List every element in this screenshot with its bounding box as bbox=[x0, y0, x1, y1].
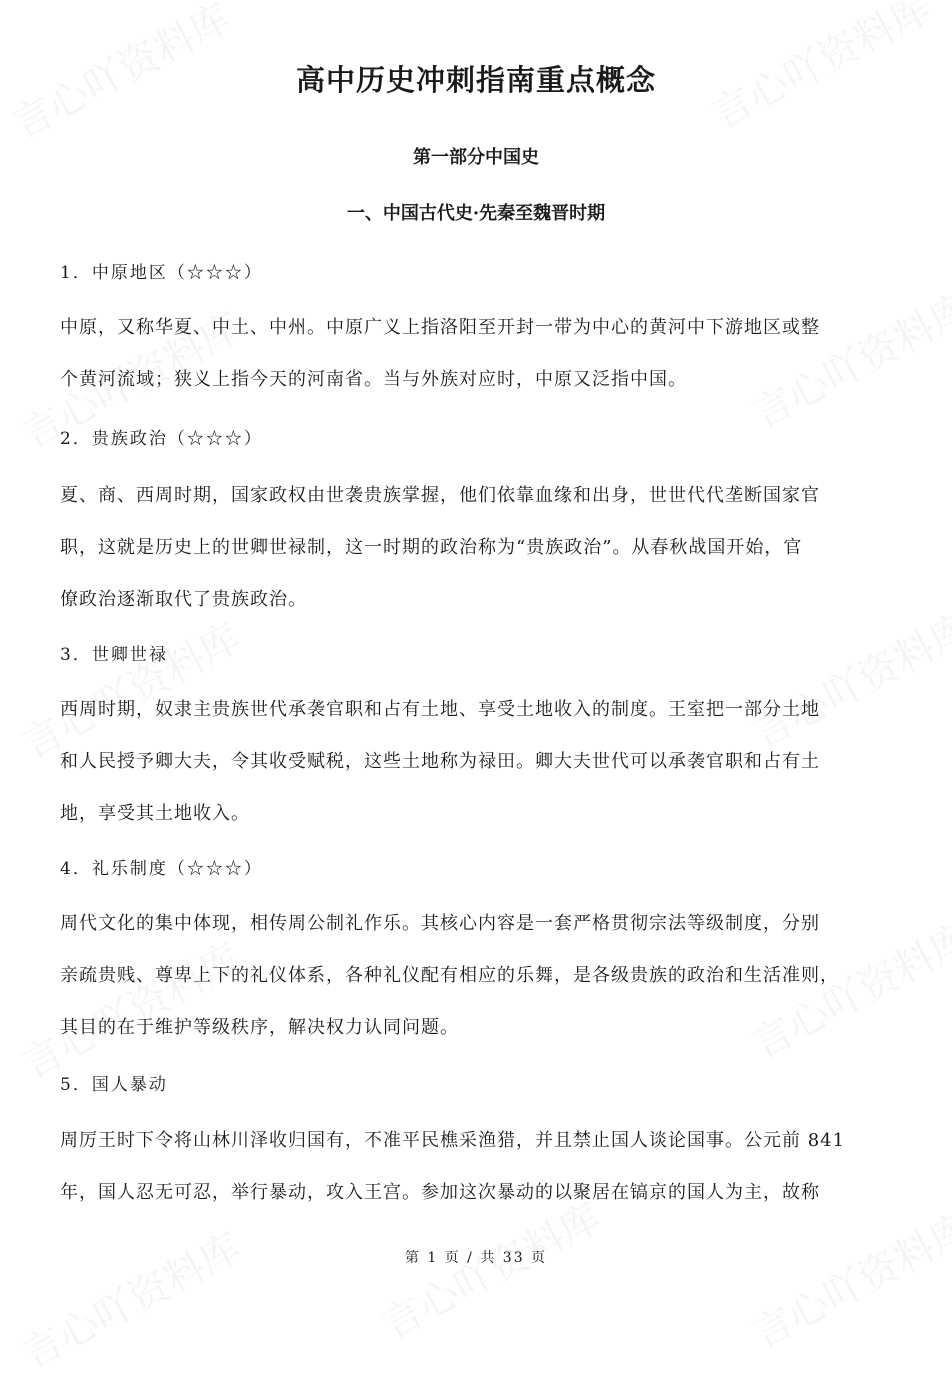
page-number-footer: 第 1 页 / 共 33 页 bbox=[404, 1250, 548, 1266]
paragraph-line: 中原，又称华夏、中土、中州。中原广义上指洛阳至开封一带为中心的黄河中下游地区或整 bbox=[60, 317, 820, 338]
paragraph-line: 其目的在于维护等级秩序，解决权力认同问题。 bbox=[60, 1017, 459, 1038]
section-heading: 4．礼乐制度（☆☆☆） bbox=[60, 859, 263, 879]
paragraph-line: 周厉王时下令将山林川泽收归国有，不准平民樵采渔猎，并且禁止国人谈论国事。公元前 841 bbox=[60, 1130, 846, 1151]
paragraph-line: 夏、商、西周时期，国家政权由世袭贵族掌握，他们依靠血缘和出身，世世代代垄断国家官 bbox=[60, 485, 820, 506]
paragraph-line: 年，国人忍无可忍，举行暴动，攻入王宫。参加这次暴动的以聚居在镐京的国人为主，故称 bbox=[60, 1182, 820, 1203]
part-heading: 第一部分中国史 bbox=[413, 147, 539, 168]
paragraph-line: 个黄河流域；狭义上指今天的河南省。当与外族对应时，中原又泛指中国。 bbox=[60, 369, 687, 390]
section-heading: 1．中原地区（☆☆☆） bbox=[60, 263, 263, 283]
paragraph-line: 亲疏贵贱、尊卑上下的礼仪体系，各种礼仪配有相应的乐舞，是各级贵族的政治和生活准则， bbox=[60, 965, 839, 986]
section-heading: 3．世卿世禄 bbox=[60, 645, 168, 665]
chapter-heading: 一、中国古代史·先秦至魏晋时期 bbox=[346, 203, 606, 224]
section-paragraph bbox=[60, 302, 900, 406]
section-paragraph bbox=[60, 684, 900, 840]
paragraph-line: 僚政治逐渐取代了贵族政治。 bbox=[60, 589, 307, 610]
document-title: 高中历史冲刺指南重点概念 bbox=[295, 63, 656, 97]
section-heading: 5．国人暴动 bbox=[60, 1075, 168, 1095]
paragraph-line: 地，享受其土地收入。 bbox=[60, 803, 250, 824]
watermark bbox=[11, 1217, 250, 1380]
paragraph-line: 西周时期，奴隶主贵族世代承袭官职和占有土地、享受土地收入的制度。王室把一部分土地 bbox=[60, 699, 820, 720]
section-paragraph bbox=[60, 1115, 900, 1219]
paragraph-line: 和人民授予卿大夫，令其收受赋税，这些土地称为禄田。卿大夫世代可以承袭官职和占有土 bbox=[60, 751, 820, 772]
section-heading: 2．贵族政治（☆☆☆） bbox=[60, 429, 263, 449]
watermark bbox=[741, 1197, 952, 1360]
section-paragraph bbox=[60, 470, 900, 626]
paragraph-line: 周代文化的集中体现，相传周公制礼作乐。其核心内容是一套严格贯彻宗法等级制度，分别 bbox=[60, 913, 820, 934]
section-paragraph bbox=[60, 898, 900, 1054]
paragraph-line: 职，这就是历史上的世卿世禄制，这一时期的政治称为“贵族政治”。从春秋战国开始，官 bbox=[60, 537, 803, 558]
